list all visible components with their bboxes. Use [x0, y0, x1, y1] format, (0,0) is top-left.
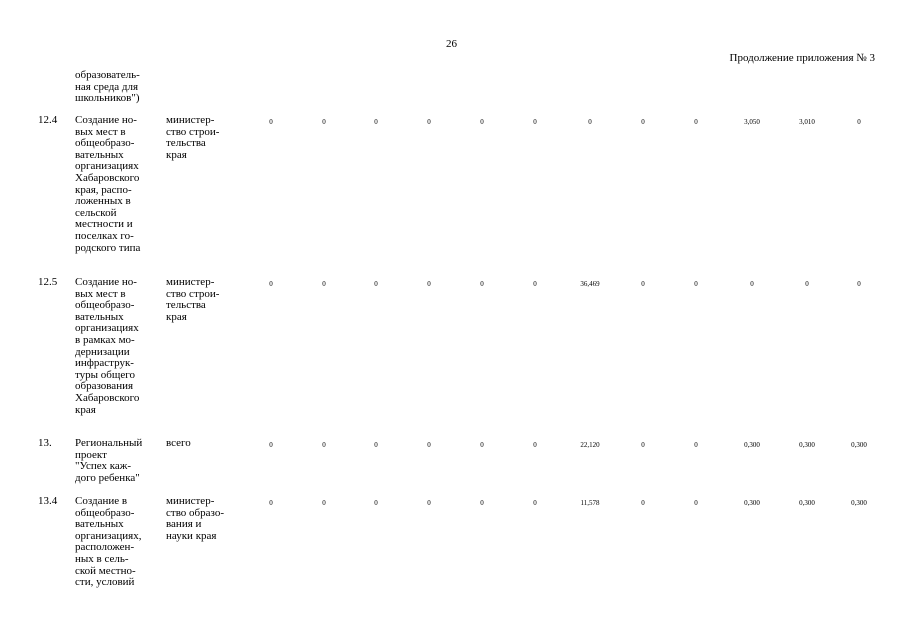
- value-cell: 3,050: [744, 118, 760, 126]
- event-name-line: общеобразо-: [75, 137, 135, 150]
- executor-line: вания и: [166, 518, 202, 531]
- event-name-line: Хабаровского: [75, 391, 140, 404]
- value-cell: 11,578: [580, 499, 600, 507]
- value-cell: 0: [427, 499, 431, 507]
- value-cell: 0,300: [799, 441, 815, 449]
- value-cell: 0,300: [744, 441, 760, 449]
- value-cell: 0: [374, 499, 378, 507]
- value-cell: 0: [641, 499, 645, 507]
- event-name-line: Создание в: [75, 495, 128, 507]
- row-values: [247, 441, 887, 451]
- continuation-text: [75, 70, 161, 105]
- row-event-name: [75, 438, 161, 484]
- row-executor: [166, 115, 246, 161]
- event-name-line: ложенных в: [75, 195, 131, 208]
- executor-line: всего: [166, 437, 191, 449]
- value-cell: 0: [533, 441, 537, 449]
- value-cell: 0,300: [744, 499, 760, 507]
- executor-line: министер-: [166, 114, 215, 126]
- executor-line: ство образо-: [166, 506, 224, 519]
- value-cell: 0: [322, 118, 326, 126]
- row-executor: [166, 277, 246, 323]
- value-cell: 0: [374, 280, 378, 288]
- value-cell: 0: [374, 118, 378, 126]
- row-number: 13.: [38, 437, 52, 449]
- value-cell: 0: [694, 280, 698, 288]
- value-cell: 0: [750, 280, 754, 288]
- event-name-line: организациях,: [75, 529, 142, 542]
- event-name-line: дого ребенка": [75, 471, 140, 484]
- event-name-line: Региональный: [75, 437, 143, 449]
- executor-line: науки края: [166, 529, 217, 542]
- event-name-line: общеобразо-: [75, 299, 135, 312]
- event-name-line: края, распо-: [75, 183, 132, 196]
- value-cell: 0: [374, 441, 378, 449]
- executor-line: края: [166, 310, 187, 323]
- event-name-line: сельской: [75, 206, 117, 219]
- executor-line: края: [166, 148, 187, 161]
- value-cell: 0: [533, 280, 537, 288]
- event-name-line: вых мест в: [75, 287, 126, 300]
- value-cell: 0: [269, 118, 273, 126]
- value-cell: 22,120: [580, 441, 600, 449]
- value-cell: 0: [269, 441, 273, 449]
- value-cell: 0,300: [851, 499, 867, 507]
- value-cell: 0: [269, 280, 273, 288]
- event-name-line: расположен-: [75, 541, 135, 554]
- row-executor: [166, 496, 246, 542]
- event-name-line: инфраструк-: [75, 357, 134, 370]
- executor-line: ство строи-: [166, 287, 220, 300]
- row-number: 13.4: [38, 495, 58, 507]
- appendix-continuation-note: Продолжение приложения № 3: [729, 52, 875, 64]
- row-number: 12.4: [38, 114, 58, 126]
- event-name-line: туры общего: [75, 368, 135, 381]
- value-cell: 0: [480, 441, 484, 449]
- value-cell: 0,300: [799, 499, 815, 507]
- event-name-line: общеобразо-: [75, 506, 135, 519]
- row-number: 12.5: [38, 276, 58, 288]
- row-event-name: [75, 115, 161, 254]
- value-cell: 0: [322, 499, 326, 507]
- value-cell: 0: [480, 118, 484, 126]
- event-name-line: родского типа: [75, 241, 141, 254]
- event-name-line: ской местно-: [75, 564, 136, 577]
- executor-line: министер-: [166, 495, 215, 507]
- value-cell: 0: [269, 499, 273, 507]
- value-cell: 0: [480, 280, 484, 288]
- value-cell: 0: [694, 441, 698, 449]
- row-values: [247, 499, 887, 509]
- value-cell: 0: [857, 280, 861, 288]
- event-name-line: ных в сель-: [75, 552, 129, 565]
- event-name-line: края: [75, 403, 96, 416]
- event-name-line: проект: [75, 448, 107, 461]
- value-cell: 0: [857, 118, 861, 126]
- page-number: 26: [446, 38, 457, 50]
- row-values: [247, 118, 887, 128]
- row-event-name: [75, 496, 161, 589]
- value-cell: 3,010: [799, 118, 815, 126]
- executor-line: министер-: [166, 276, 215, 288]
- event-name-line: вых мест в: [75, 125, 126, 138]
- value-cell: 0: [533, 499, 537, 507]
- value-cell: 0: [641, 280, 645, 288]
- event-name-line: организациях: [75, 322, 139, 335]
- event-name-line: поселках го-: [75, 229, 134, 242]
- event-name-line: вательных: [75, 518, 124, 531]
- continuation-line: школьников"): [75, 92, 140, 105]
- value-cell: 0: [322, 441, 326, 449]
- event-name-line: сти, условий: [75, 576, 135, 589]
- executor-line: ство строи-: [166, 125, 220, 138]
- value-cell: 0: [641, 118, 645, 126]
- row-values: [247, 280, 887, 290]
- event-name-line: организациях: [75, 160, 139, 173]
- event-name-line: Создание но-: [75, 114, 137, 126]
- event-name-line: в рамках мо-: [75, 333, 135, 346]
- row-event-name: [75, 277, 161, 416]
- value-cell: 0,300: [851, 441, 867, 449]
- value-cell: 0: [805, 280, 809, 288]
- value-cell: 0: [427, 118, 431, 126]
- executor-line: тельства: [166, 137, 206, 150]
- continuation-line: ная среда для: [75, 80, 139, 93]
- value-cell: 0: [427, 441, 431, 449]
- event-name-line: вательных: [75, 310, 124, 323]
- event-name-line: образования: [75, 380, 134, 393]
- value-cell: 0: [694, 118, 698, 126]
- event-name-line: Хабаровского: [75, 171, 140, 184]
- value-cell: 36,469: [580, 280, 600, 288]
- event-name-line: дернизации: [75, 345, 130, 358]
- value-cell: 0: [533, 118, 537, 126]
- value-cell: 0: [427, 280, 431, 288]
- value-cell: 0: [480, 499, 484, 507]
- event-name-line: Создание но-: [75, 276, 137, 288]
- value-cell: 0: [694, 499, 698, 507]
- event-name-line: "Успех каж-: [75, 460, 132, 473]
- continuation-line: образователь-: [75, 69, 140, 81]
- value-cell: 0: [322, 280, 326, 288]
- value-cell: 0: [641, 441, 645, 449]
- row-executor: [166, 438, 246, 450]
- event-name-line: вательных: [75, 148, 124, 161]
- value-cell: 0: [588, 118, 592, 126]
- executor-line: тельства: [166, 299, 206, 312]
- event-name-line: местности и: [75, 218, 133, 231]
